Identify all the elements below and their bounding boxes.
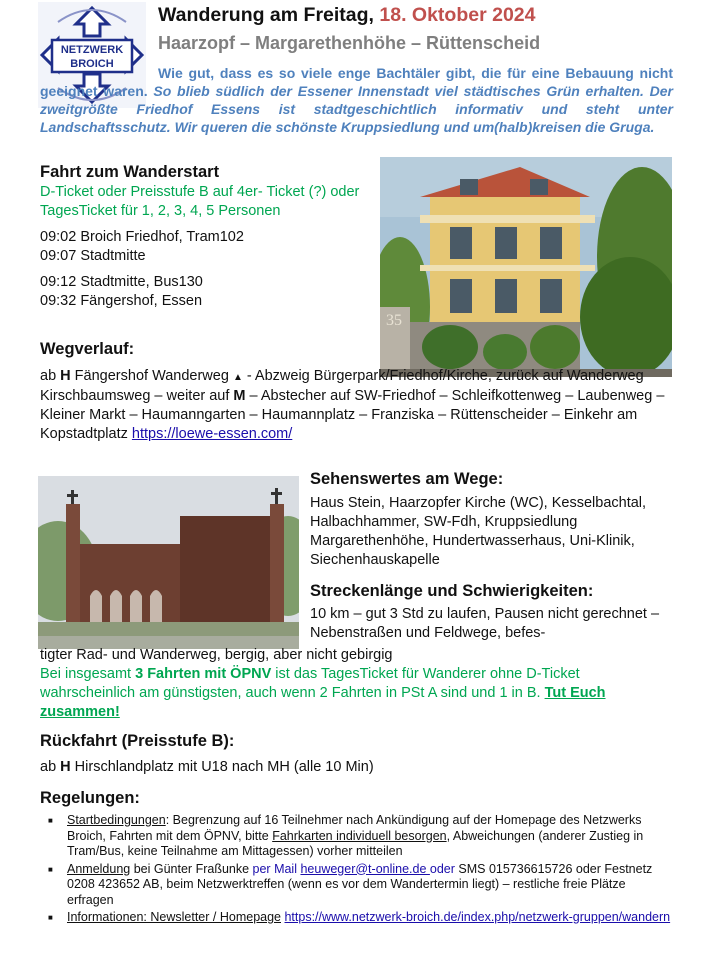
regeln-heading: Regelungen: bbox=[40, 789, 140, 807]
church-photo bbox=[38, 476, 299, 649]
sehens-heading: Sehenswertes am Wege: bbox=[310, 470, 504, 488]
fahrt-line-1: 09:02 Broich Friedhof, Tram102 bbox=[40, 229, 244, 245]
house-photo bbox=[380, 157, 672, 377]
regeln-heading-wrap bbox=[40, 789, 140, 808]
weg-text-b: Fängershof Wanderweg bbox=[70, 368, 233, 384]
fahrt-ticket: D-Ticket oder Preisstufe B auf 4er- Ticket (?) oder TagesTicket für 1, 2, 3, 4, 5 Personen bbox=[40, 184, 360, 219]
rueck-heading-wrap bbox=[40, 732, 234, 751]
item-text: per Mail bbox=[252, 861, 301, 876]
list-item bbox=[45, 910, 673, 926]
rueck-heading: Rückfahrt (Preisstufe B): bbox=[40, 732, 235, 750]
green-text-bold: 3 Fahrten mit ÖPNV bbox=[135, 666, 272, 682]
sehens-text: Haus Stein, Haarzopfer Kirche (WC), Kesselbachtal, Halbachhammer, SW-Fdh, Kruppsiedlung Margarethenhöhe, Hundertwasserhaus, Uni-Klinik, Siechenhauskapelle bbox=[310, 495, 647, 568]
title-text: Wanderung am Freitag, bbox=[158, 4, 374, 26]
list-item bbox=[45, 813, 673, 860]
strecke-text-a: 10 km – gut 3 Std zu laufen, Pausen nicht gerechnet – Nebenstraßen und Feldwege, befes- bbox=[310, 606, 660, 641]
item-label: Startbedingungen bbox=[67, 813, 166, 827]
wanderweg-symbol-icon: ▲ bbox=[232, 372, 243, 383]
green-text-a: Bei insgesamt bbox=[40, 666, 136, 682]
rueck-text bbox=[40, 758, 374, 777]
svg-text:35: 35 bbox=[386, 312, 402, 329]
title-date: 18. Oktober 2024 bbox=[379, 4, 536, 26]
item-text: : Begrenzung auf 16 Teilnehmer nach Ankündigung auf der Homepage des Netzwerks Broich, Fahrten mit dem ÖPNV, bitte bbox=[67, 813, 642, 843]
strecke-green-text bbox=[40, 665, 675, 722]
page-subtitle: Haarzopf – Margarethenhöhe – Rüttenscheid bbox=[158, 33, 541, 53]
rueck-text-a: ab bbox=[40, 759, 61, 775]
email-link[interactable]: heuweger@t-online.de bbox=[300, 861, 430, 876]
weg-heading: Wegverlauf: bbox=[40, 340, 135, 358]
homepage-link[interactable]: https://www.netzwerk-broich.de/index.php/netzwerk-gruppen/wandern bbox=[284, 910, 671, 924]
haltestelle-symbol-2: H bbox=[60, 759, 71, 775]
weg-text-a: ab bbox=[40, 368, 61, 384]
item-text: oder bbox=[429, 861, 455, 876]
strecke-section bbox=[310, 582, 665, 643]
fahrt-line-2: 09:07 Stadtmitte bbox=[40, 248, 146, 264]
strecke-heading: Streckenlänge und Schwierigkeiten: bbox=[310, 582, 594, 600]
list-item bbox=[45, 862, 673, 909]
item-label: Informationen: Newsletter / Homepage bbox=[67, 910, 281, 924]
svg-text:NETZWERK: NETZWERK bbox=[60, 44, 124, 56]
haltestelle-symbol: H bbox=[60, 368, 71, 384]
sehens-section bbox=[310, 470, 665, 570]
regeln-list bbox=[45, 813, 673, 928]
fahrt-line-4: 09:32 Fängershof, Essen bbox=[40, 293, 203, 309]
fahrt-heading: Fahrt zum Wanderstart bbox=[40, 163, 220, 181]
item-text: , Abweichungen (anderer Zustieg in Tram/Bus, keine Teilnahme am Mittagessen) vorher mitteilen bbox=[67, 828, 644, 858]
intro-bold: Wie gut, dass es so viele enge Bachtäler gibt, die für eine Bebauung nicht geeignet waren. bbox=[40, 65, 673, 99]
fahrt-line-3: 09:12 Stadtmitte, Bus130 bbox=[40, 274, 203, 290]
loewe-link[interactable]: https://loewe-essen.com/ bbox=[131, 426, 293, 442]
strecke-text-b: tigter Rad- und Wanderweg, bergig, aber nicht gebirgig bbox=[40, 647, 393, 663]
weg-text bbox=[40, 367, 670, 444]
svg-text:BROICH: BROICH bbox=[70, 58, 114, 70]
tut-euch-zusammen-link[interactable]: Tut Euch zusammen! bbox=[40, 685, 606, 720]
item-label: Anmeldung bbox=[67, 861, 131, 876]
green-text-b: ist das TagesTicket für Wanderer ohne D-Ticket wahrscheinlich am günstigsten, auch wenn 2 Fahrten in PSt A sind und 1 in B. bbox=[40, 666, 580, 701]
fahrt-section bbox=[40, 163, 370, 311]
rueck-text-b: Hirschlandplatz mit U18 nach MH (alle 10 Min) bbox=[70, 759, 374, 775]
weg-heading-wrap bbox=[40, 340, 134, 359]
marker-m: M bbox=[233, 388, 246, 404]
item-text: SMS 015736615726 oder Festnetz 0208 423652 AB, beim Netzwerktreffen (wenn es vor dem Wandertermin liegt) – restliche freie Plätze erfragen bbox=[67, 861, 653, 907]
intro-paragraph bbox=[40, 64, 673, 136]
weg-text-d: – Abstecher auf SW-Friedhof – Schleifkottenweg – Laubenweg – Kleiner Markt – Haumanngarten – Haumannplatz – Franziska – Rüttenscheider – Einkehr am Kopstadtplatz bbox=[40, 388, 665, 442]
weg-text-c: - Abzweig Bürgerpark/Friedhof/Kirche, zurück auf Wanderweg Kirschbaumsweg – weiter auf bbox=[40, 368, 644, 404]
page-title bbox=[158, 4, 535, 27]
item-underlined: Fahrkarten individuell besorgen bbox=[272, 828, 447, 843]
intro-italic: So blieb südlich der Essener Innenstadt viel städtisches Grün erhalten. Der zweitgrößte Friedhof Essens ist stadtgeschichtlich informativ und steht unter Landschaftsschutz. Wir queren die schönste Kruppsiedlung und um(halb)kreisen die Gruga. bbox=[40, 83, 673, 135]
item-text: bei Günter Fraßunke bbox=[130, 861, 253, 876]
